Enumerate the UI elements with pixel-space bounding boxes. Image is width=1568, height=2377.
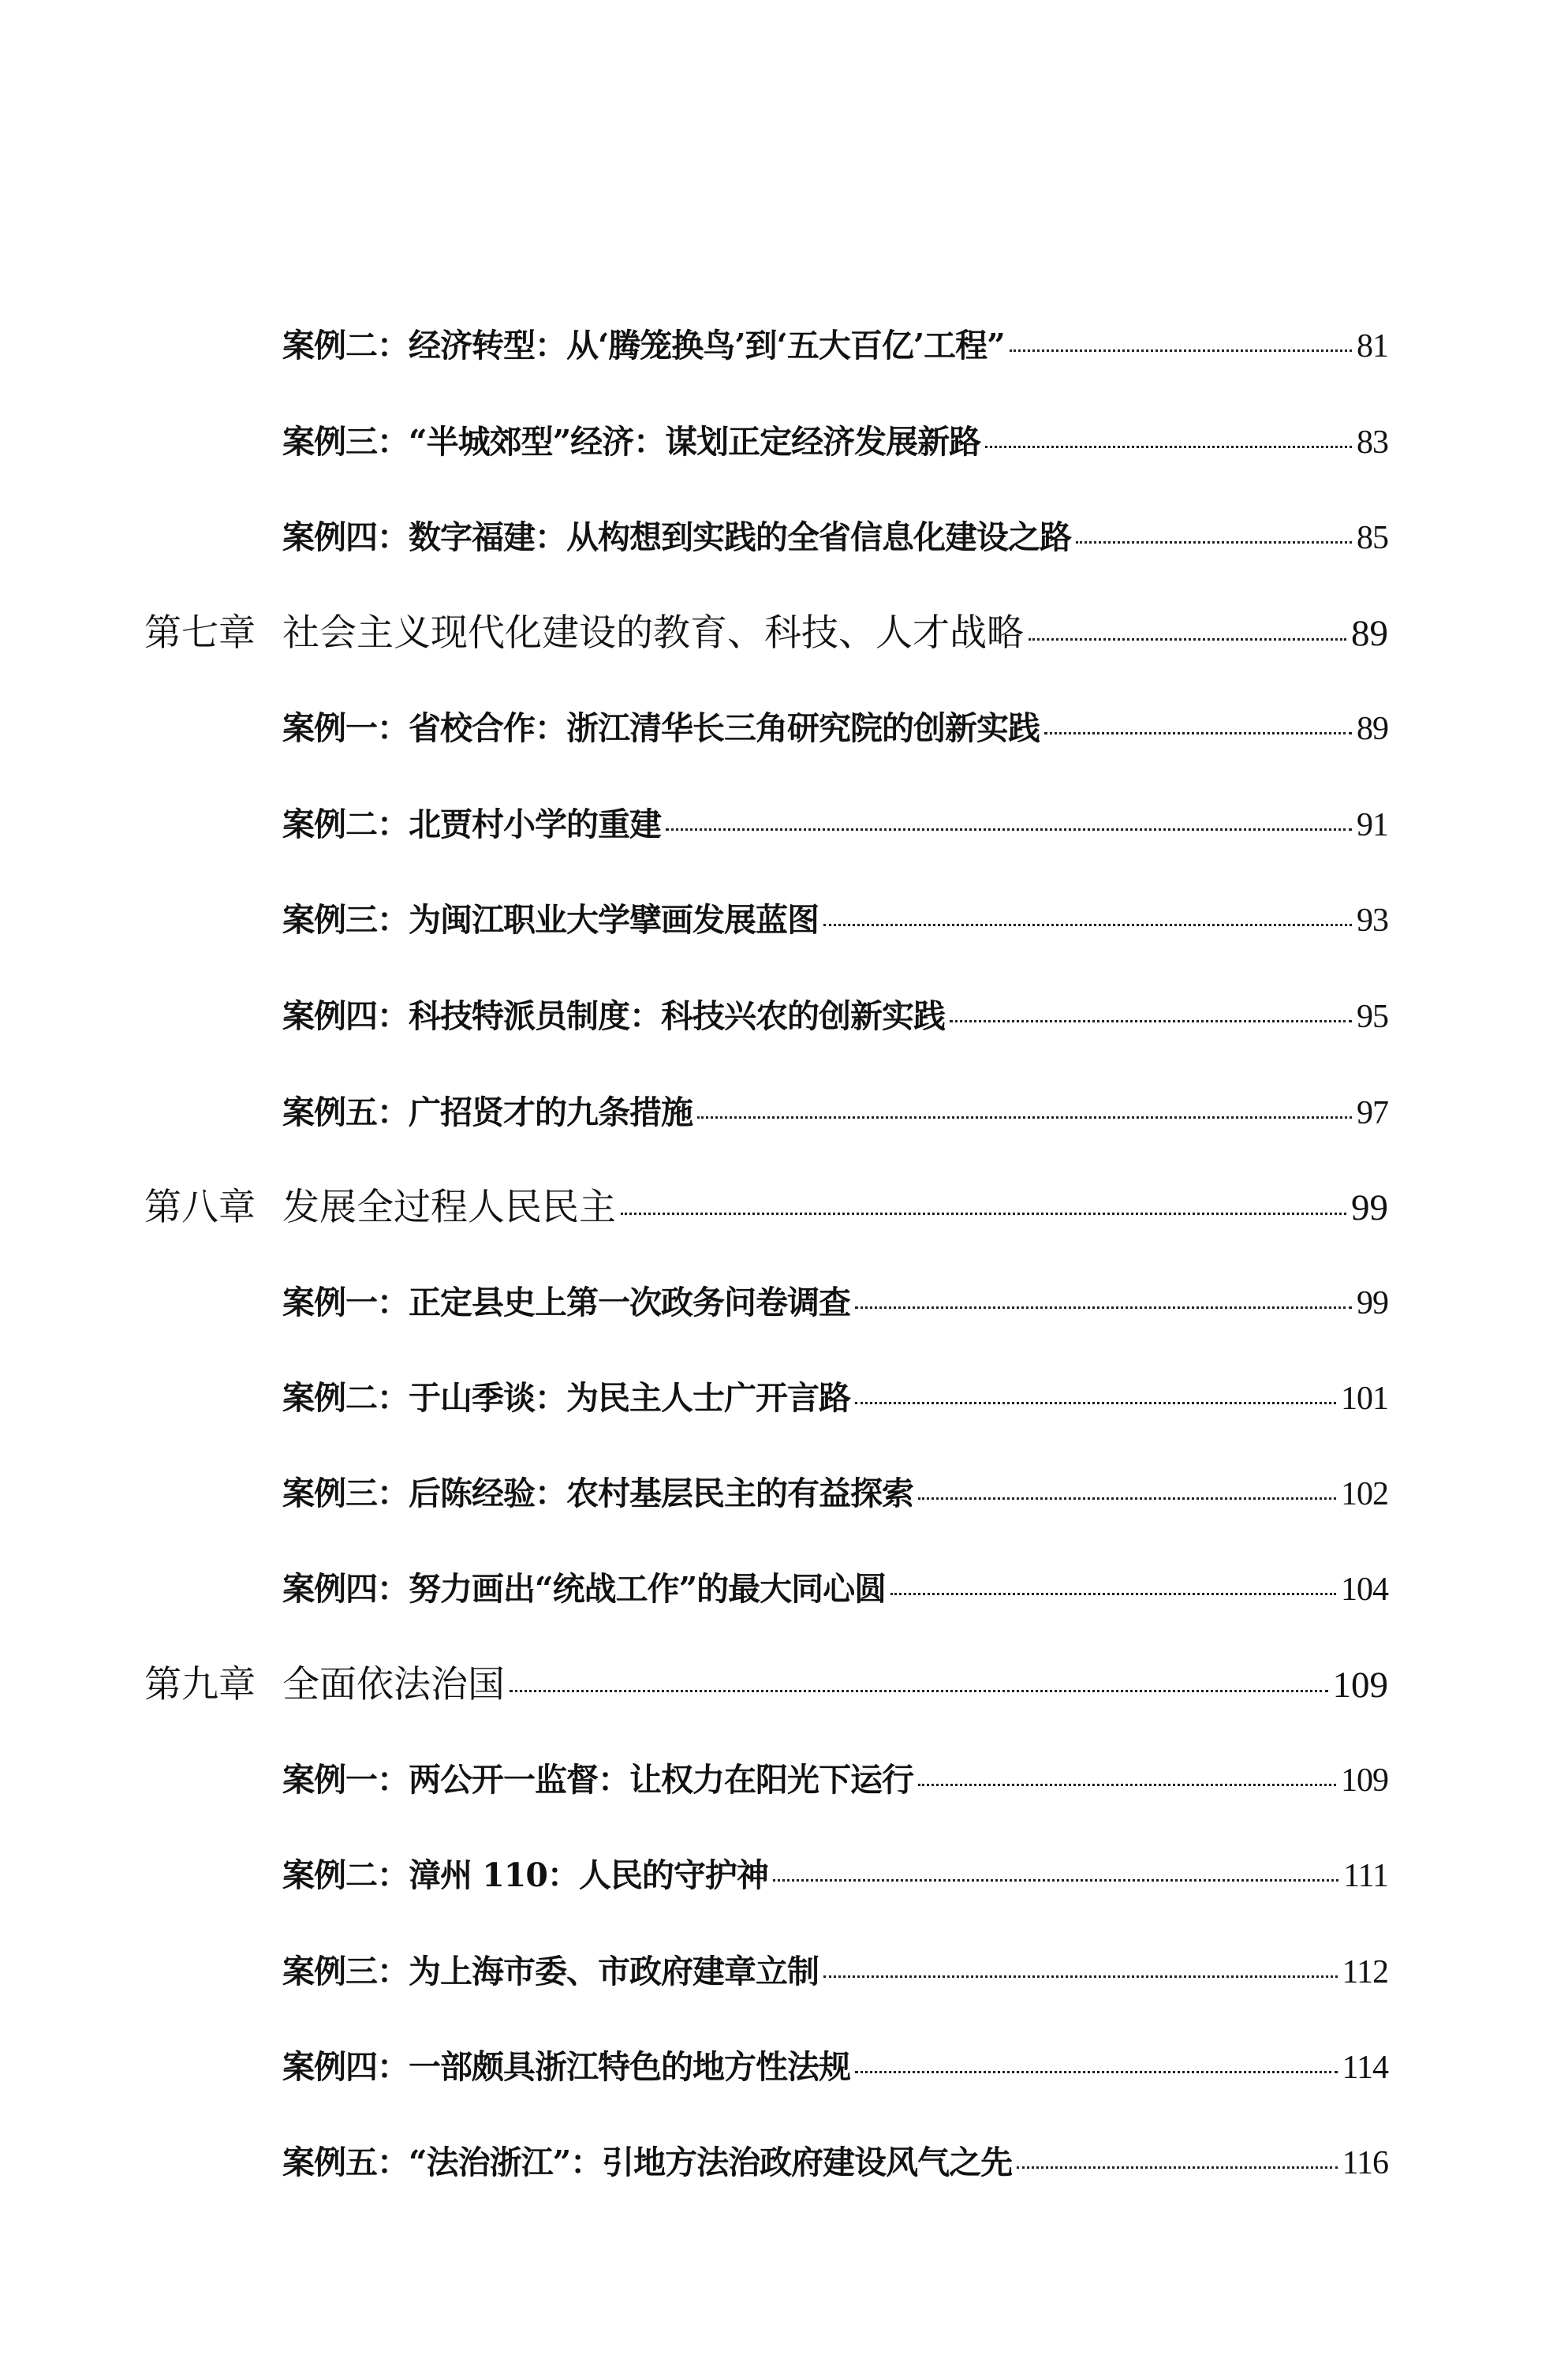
toc-entry-chapter: [144, 1655, 1388, 1708]
toc-entry-case: [282, 1372, 1388, 1418]
entry-title: 案例四：一部颇具浙江特色的地方性法规: [282, 2048, 850, 2086]
entry-title: 案例三：为上海市委、市政府建章立制: [282, 1953, 819, 1990]
page-number: 109: [1341, 1762, 1388, 1799]
page-number: 116: [1342, 2145, 1388, 2181]
dot-leader: [855, 2071, 1338, 2073]
entry-title: 案例二：于山季谈：为民主人士广开言路: [282, 1379, 850, 1417]
dot-leader: [823, 1975, 1338, 1978]
entry-title: 案例二：经济转型：从‘腾笼换鸟’到‘五大百亿’工程”: [282, 327, 1005, 364]
chapter-label: 第九章: [144, 1663, 256, 1706]
toc-entry-case: [282, 990, 1388, 1037]
page-number: 101: [1341, 1381, 1388, 1417]
page-number: 83: [1357, 424, 1388, 461]
toc-entry-case: [282, 1754, 1388, 1800]
toc-entry-case: [282, 320, 1388, 366]
toc-entry-case: [282, 511, 1388, 558]
dot-leader: [1010, 349, 1352, 352]
page-number: 89: [1351, 613, 1388, 654]
toc-entry-case: [282, 894, 1388, 940]
toc-entry-case: [282, 798, 1388, 845]
dot-leader: [510, 1690, 1328, 1692]
toc-entry-case: [282, 1276, 1388, 1323]
dot-leader: [855, 1402, 1336, 1404]
page-number: 97: [1357, 1095, 1388, 1131]
entry-title: 案例一：两公开一监督：让权力在阳光下运行: [282, 1761, 913, 1799]
dot-leader: [1076, 541, 1352, 544]
entry-title: 社会主义现代化建设的教育、科技、人才战略: [282, 611, 1024, 655]
dot-leader: [823, 924, 1352, 926]
dot-leader: [666, 828, 1352, 831]
toc-entry-chapter: [144, 604, 1388, 656]
entry-title: 案例五：“法治浙江”：引地方法治政府建设风气之先: [282, 2143, 1013, 2181]
entry-title: 案例一：省校合作：浙江清华长三角研究院的创新实践: [282, 709, 1040, 747]
dot-leader: [918, 1784, 1336, 1786]
page-number: 112: [1342, 1954, 1388, 1990]
entry-title: 案例一：正定县史上第一次政务问卷调查: [282, 1284, 850, 1321]
toc-entry-case: [282, 1467, 1388, 1514]
page-number: 99: [1357, 1285, 1388, 1321]
toc-entry-case: [282, 1945, 1388, 1992]
entry-title: 案例五：广招贤才的九条措施: [282, 1093, 693, 1131]
entry-title: 案例三：后陈经验：农村基层民主的有益探索: [282, 1474, 913, 1512]
page-number: 109: [1332, 1665, 1388, 1706]
dot-leader: [621, 1213, 1346, 1215]
page-number: 111: [1343, 1858, 1388, 1894]
page-number: 114: [1342, 2050, 1388, 2086]
toc-entry-case: [282, 1086, 1388, 1133]
dot-leader: [918, 1497, 1336, 1500]
entry-title: 案例二：漳州 110：人民的守护神: [282, 1856, 768, 1894]
dot-leader: [950, 1020, 1352, 1022]
entry-title: 案例三：“半城郊型”经济：谋划正定经济发展新路: [282, 423, 981, 461]
dot-leader: [855, 1306, 1352, 1309]
dot-leader: [1017, 2166, 1337, 2169]
page-number: 81: [1357, 328, 1388, 364]
chapter-label: 第七章: [144, 611, 256, 655]
dot-leader: [697, 1116, 1352, 1119]
page-number: 89: [1357, 711, 1388, 747]
page-number: 102: [1341, 1476, 1388, 1512]
toc-entry-chapter: [144, 1178, 1388, 1231]
toc-entry-case: [282, 416, 1388, 462]
page-number: 99: [1351, 1187, 1388, 1228]
page-number: 91: [1357, 807, 1388, 843]
entry-title: 发展全过程人民民主: [282, 1186, 616, 1229]
page-number: 93: [1357, 903, 1388, 939]
toc-entry-case: [282, 1849, 1388, 1896]
entry-title: 案例四：努力画出“统战工作”的最大同心圆: [282, 1570, 887, 1608]
page-number: 85: [1357, 520, 1388, 556]
dot-leader: [890, 1593, 1336, 1595]
toc-entry-case: [282, 2136, 1388, 2183]
chapter-label: 第八章: [144, 1186, 256, 1229]
toc-entry-case: [282, 2041, 1388, 2087]
entry-title: 案例三：为闽江职业大学擘画发展蓝图: [282, 901, 819, 939]
toc-entry-case: [282, 1563, 1388, 1609]
page-number: 104: [1341, 1572, 1388, 1608]
dot-leader: [1044, 732, 1352, 734]
dot-leader: [985, 446, 1352, 448]
dot-leader: [773, 1879, 1338, 1882]
page-number: 95: [1357, 999, 1388, 1035]
entry-title: 案例四：数字福建：从构想到实践的全省信息化建设之路: [282, 518, 1071, 556]
entry-title: 案例二：北贾村小学的重建: [282, 805, 661, 843]
entry-title: 案例四：科技特派员制度：科技兴农的创新实践: [282, 997, 945, 1035]
toc-entry-case: [282, 702, 1388, 749]
entry-title: 全面依法治国: [282, 1663, 505, 1706]
dot-leader: [1029, 638, 1346, 641]
